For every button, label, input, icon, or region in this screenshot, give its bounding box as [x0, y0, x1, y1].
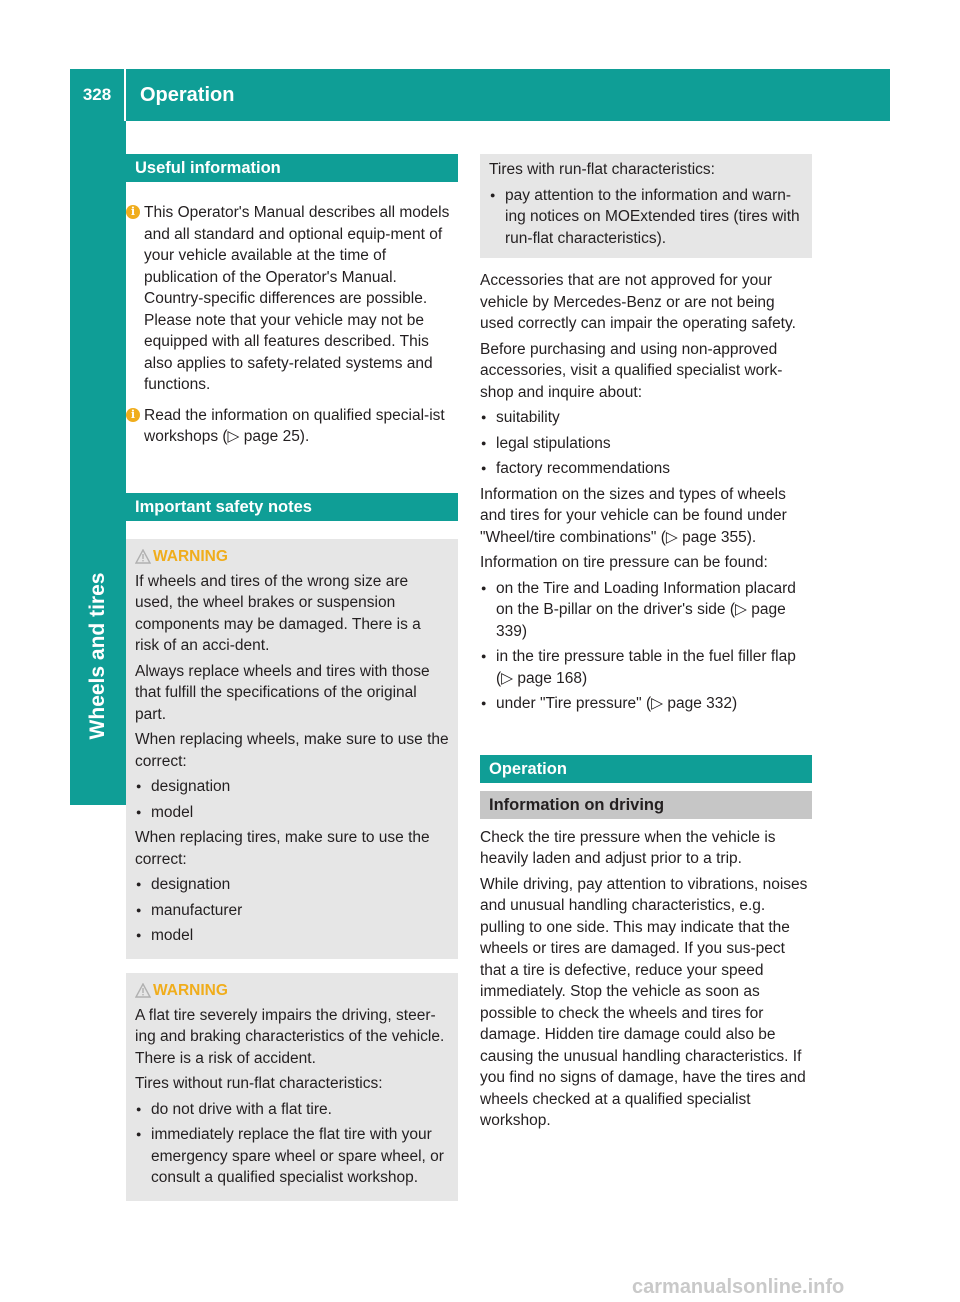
body-text: Before purchasing and using non-approved accessories, visit a qualified specialist work-shop and inquire about:	[480, 340, 783, 401]
operation-heading: Operation	[480, 755, 812, 783]
watermark: carmanualsonline.info	[632, 1276, 845, 1298]
chapter-title: Operation	[140, 84, 235, 106]
warning-triangle-icon	[135, 983, 151, 998]
list-item: ● manufacturer	[135, 900, 449, 922]
list-item: ● in the tire pressure table in the fuel filler flap (▷ page 168)	[480, 646, 812, 689]
warning-text: Tires without run-flat characteristics:	[135, 1075, 383, 1092]
list-item: ● immediately replace the flat tire with your emergency spare wheel or spare wheel, or consult a qualified specialist workshop.	[135, 1124, 449, 1189]
list-item: ● model	[135, 925, 449, 947]
warning-text: When replacing wheels, make sure to use the correct:	[135, 731, 449, 770]
useful-information-heading: Useful information	[126, 154, 458, 182]
list-item: ● model	[135, 802, 449, 824]
warning-header	[135, 545, 449, 569]
warning-header	[135, 979, 449, 1003]
body-text: Accessories that are not approved for your vehicle by Mercedes-Benz or are not being used correctly can impair the operating safety.	[480, 272, 796, 332]
warning-text: Always replace wheels and tires with those that fulfill the specifications of the original part.	[135, 662, 430, 723]
info-text: This Operator's Manual describes all models and all standard and optional equip-ment of your vehicle available at the time of publication of the Operator's Manual. Country-specific differences are possible. Please note that your vehicle may not be equipped with all features described. This also applies to safety-related systems and functions.	[144, 204, 450, 393]
list-item: ● under "Tire pressure" (▷ page 332)	[480, 693, 812, 715]
important-safety-notes-heading: Important safety notes	[126, 493, 458, 521]
warning-box	[126, 539, 458, 959]
warning-text: When replacing tires, make sure to use the correct:	[135, 829, 430, 868]
info-icon: i	[126, 205, 140, 219]
list-item: ● designation	[135, 776, 449, 798]
warning-title: WARNING	[153, 981, 228, 999]
information-on-driving-heading: Information on driving	[480, 791, 812, 819]
page-number: 328	[70, 69, 126, 121]
warning-text: If wheels and tires of the wrong size are used, the wheel brakes or suspension components may be damaged. There is a risk of an acci-dent.	[135, 572, 421, 654]
runflat-box	[480, 154, 812, 258]
warning-text: A flat tire severely impairs the driving, steer-ing and braking characteristics of the vehicle. There is a risk of accident.	[135, 1006, 445, 1067]
list-item: ● factory recommendations	[480, 458, 812, 480]
list-item: ● designation	[135, 874, 449, 896]
info-text: Read the information on qualified special-ist workshops (▷ page 25).	[144, 406, 445, 445]
info-icon: i	[126, 408, 140, 422]
body-text: While driving, pay attention to vibrations, noises and unusual handling characteristics, e.g. pulling to one side. This may indicate that the wheels or tires are damaged. If you sus-pect that a tire is defective, reduce your speed immediately. Stop the vehicle as soon as possible to check the wheels and tires for damage. Hidden tire damage could also be causing the unusual handling characteristics. If you find no signs of damage, have the tires and wheels checked at a qualified specialist workshop.	[480, 875, 808, 1129]
body-text: Check the tire pressure when the vehicle is heavily laden and adjust prior to a trip.	[480, 828, 776, 867]
warning-title: WARNING	[153, 547, 228, 565]
list-item: ● legal stipulations	[480, 433, 812, 455]
box-text: Tires with run-flat characteristics:	[489, 161, 715, 178]
body-text: Information on the sizes and types of wheels and tires for your vehicle can be found under "Wheel/tire combinations" (▷ page 355).	[480, 485, 787, 546]
left-column	[126, 154, 458, 1201]
body-text: Information on tire pressure can be found:	[480, 554, 768, 571]
info-note	[126, 202, 458, 396]
warning-triangle-icon	[135, 549, 151, 564]
list-item: ● suitability	[480, 407, 812, 429]
list-item: ● do not drive with a flat tire.	[135, 1099, 449, 1121]
side-tab-label: Wheels and tires	[86, 572, 109, 740]
right-column	[480, 154, 812, 1136]
list-item: ● on the Tire and Loading Information placard on the B-pillar on the driver's side (▷ page 339)	[480, 578, 812, 643]
warning-box	[126, 973, 458, 1201]
list-item: ● pay attention to the information and warn-ing notices on MOExtended tires (tires with run-flat characteristics).	[489, 185, 803, 250]
info-note	[126, 405, 458, 448]
